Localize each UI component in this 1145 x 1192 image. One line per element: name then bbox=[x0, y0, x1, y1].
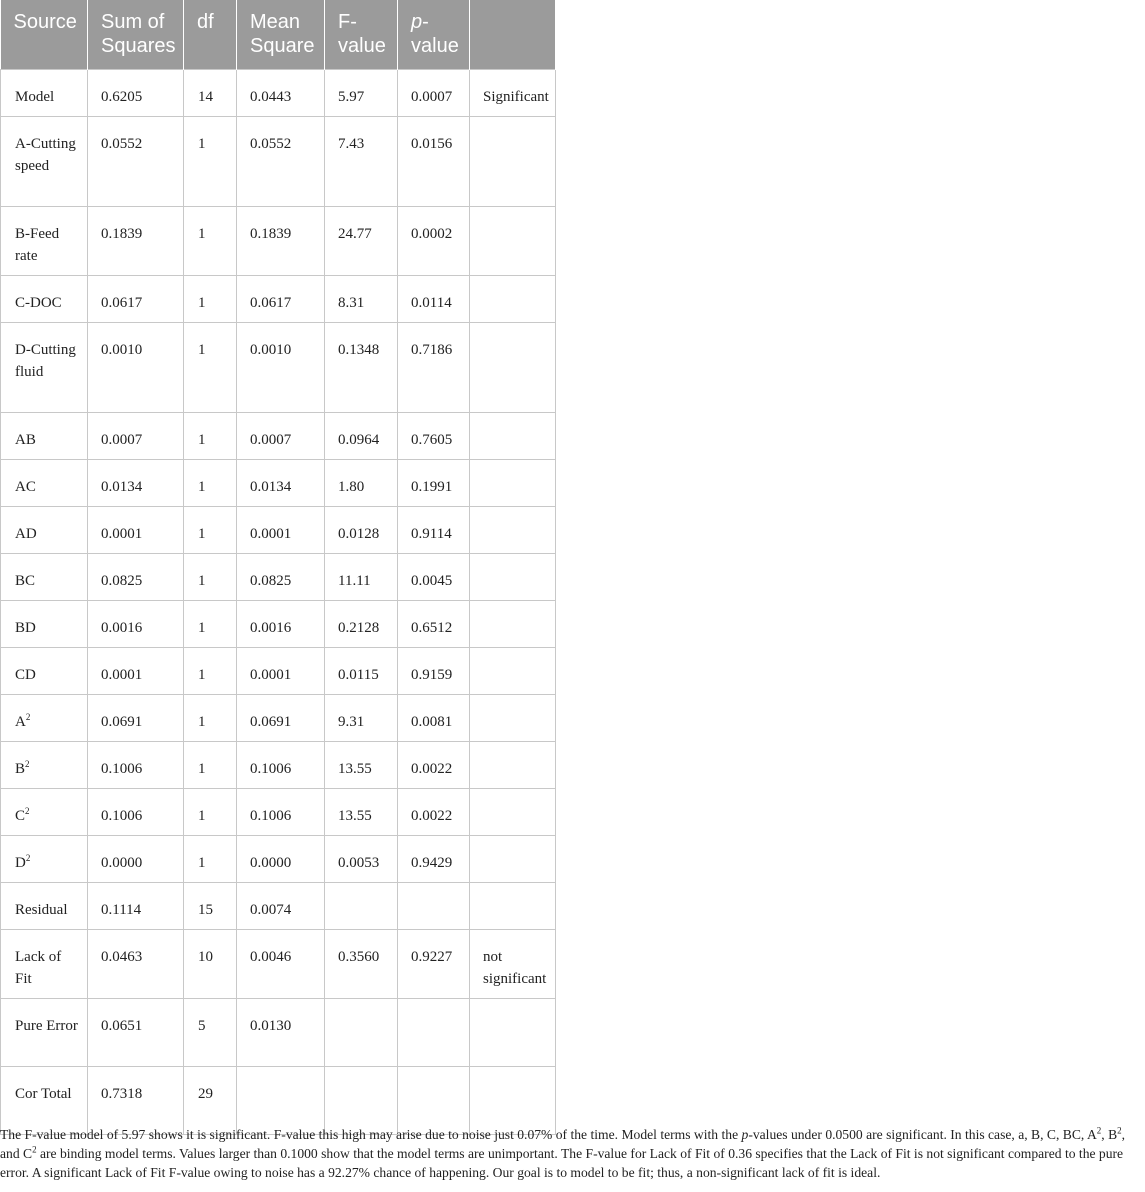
cell-df: 1 bbox=[184, 276, 237, 323]
table-row bbox=[1, 323, 556, 413]
cell-p-value: 0.0022 bbox=[398, 789, 470, 836]
cell-f-value: 9.31 bbox=[325, 695, 398, 742]
source-label: B bbox=[15, 761, 26, 777]
source-label: D bbox=[15, 855, 26, 871]
cell-source bbox=[1, 507, 88, 554]
cell-remark bbox=[470, 601, 556, 648]
cell-f-value: 0.0964 bbox=[325, 413, 398, 460]
cell-mean-square: 0.0552 bbox=[237, 117, 325, 207]
cell-df: 5 bbox=[184, 999, 237, 1067]
header-row bbox=[1, 0, 556, 70]
table-row bbox=[1, 460, 556, 507]
cell-remark bbox=[470, 999, 556, 1067]
cell-mean-square: 0.0000 bbox=[237, 836, 325, 883]
cell-mean-square: 0.0046 bbox=[237, 930, 325, 999]
cell-source bbox=[1, 70, 88, 117]
table-row bbox=[1, 836, 556, 883]
source-superscript: 2 bbox=[25, 759, 30, 769]
cell-p-value: 0.0002 bbox=[398, 207, 470, 276]
cell-p-value: 0.9227 bbox=[398, 930, 470, 999]
table-row bbox=[1, 413, 556, 460]
cell-sum-of-squares: 0.0617 bbox=[88, 276, 184, 323]
cell-sum-of-squares: 0.0007 bbox=[88, 413, 184, 460]
footnote-sup-2: 2 bbox=[1117, 1125, 1122, 1136]
cell-remark bbox=[470, 742, 556, 789]
header-mean-square: Mean Square bbox=[237, 0, 325, 70]
cell-df: 1 bbox=[184, 648, 237, 695]
cell-remark bbox=[470, 695, 556, 742]
cell-f-value: 0.3560 bbox=[325, 930, 398, 999]
header-p-value bbox=[398, 0, 470, 70]
cell-remark bbox=[470, 836, 556, 883]
header-source: Source bbox=[1, 0, 88, 70]
header-p-suffix: -value bbox=[411, 11, 459, 57]
table-body bbox=[1, 70, 556, 1135]
cell-df: 1 bbox=[184, 789, 237, 836]
cell-p-value bbox=[398, 883, 470, 930]
cell-sum-of-squares: 0.0010 bbox=[88, 323, 184, 413]
cell-f-value bbox=[325, 883, 398, 930]
cell-sum-of-squares: 0.0691 bbox=[88, 695, 184, 742]
cell-source bbox=[1, 789, 88, 836]
table-row bbox=[1, 554, 556, 601]
cell-remark: Significant bbox=[470, 70, 556, 117]
cell-remark bbox=[470, 648, 556, 695]
cell-p-value: 0.0022 bbox=[398, 742, 470, 789]
header-remark bbox=[470, 0, 556, 70]
cell-df: 1 bbox=[184, 323, 237, 413]
cell-f-value bbox=[325, 999, 398, 1067]
source-superscript: 2 bbox=[25, 853, 31, 863]
source-label: AD bbox=[15, 526, 37, 542]
cell-f-value: 0.0053 bbox=[325, 836, 398, 883]
cell-source bbox=[1, 999, 88, 1067]
source-label: Residual bbox=[15, 902, 68, 918]
cell-source bbox=[1, 883, 88, 930]
cell-df: 1 bbox=[184, 695, 237, 742]
cell-p-value: 0.7186 bbox=[398, 323, 470, 413]
cell-f-value: 11.11 bbox=[325, 554, 398, 601]
source-label: AC bbox=[15, 479, 36, 495]
footnote-sup-1: 2 bbox=[1096, 1125, 1102, 1136]
footnote-part-4: , and C bbox=[0, 1127, 1126, 1161]
cell-source bbox=[1, 836, 88, 883]
cell-sum-of-squares: 0.0000 bbox=[88, 836, 184, 883]
cell-f-value: 0.0115 bbox=[325, 648, 398, 695]
cell-mean-square: 0.0134 bbox=[237, 460, 325, 507]
cell-source bbox=[1, 930, 88, 999]
cell-sum-of-squares: 0.0001 bbox=[88, 507, 184, 554]
footnote-part-3: , B bbox=[1101, 1127, 1118, 1142]
source-label: Lack of Fit bbox=[15, 949, 62, 987]
table-row bbox=[1, 601, 556, 648]
cell-p-value: 0.6512 bbox=[398, 601, 470, 648]
cell-remark bbox=[470, 276, 556, 323]
table-row bbox=[1, 695, 556, 742]
footnote-p-italic: p bbox=[741, 1127, 749, 1142]
cell-mean-square: 0.1839 bbox=[237, 207, 325, 276]
cell-f-value: 7.43 bbox=[325, 117, 398, 207]
cell-source bbox=[1, 554, 88, 601]
cell-p-value: 0.0156 bbox=[398, 117, 470, 207]
source-label: Cor Total bbox=[15, 1086, 72, 1102]
cell-p-value: 0.0007 bbox=[398, 70, 470, 117]
table-footnote bbox=[0, 1125, 1145, 1182]
cell-mean-square: 0.0443 bbox=[237, 70, 325, 117]
cell-mean-square: 0.0001 bbox=[237, 648, 325, 695]
cell-df: 29 bbox=[184, 1067, 237, 1135]
cell-f-value: 1.80 bbox=[325, 460, 398, 507]
cell-df: 1 bbox=[184, 117, 237, 207]
cell-mean-square: 0.0825 bbox=[237, 554, 325, 601]
header-sum-of-squares: Sum of Squares bbox=[88, 0, 184, 70]
source-label: Model bbox=[15, 89, 55, 105]
cell-mean-square: 0.0074 bbox=[237, 883, 325, 930]
cell-remark bbox=[470, 460, 556, 507]
cell-df: 1 bbox=[184, 836, 237, 883]
cell-f-value: 13.55 bbox=[325, 742, 398, 789]
footnote-part-2: -values under 0.0500 are significant. In this case, a, B, C, BC, A bbox=[748, 1127, 1097, 1142]
cell-remark bbox=[470, 413, 556, 460]
cell-p-value bbox=[398, 999, 470, 1067]
table-row bbox=[1, 276, 556, 323]
cell-remark bbox=[470, 789, 556, 836]
table-row bbox=[1, 742, 556, 789]
cell-f-value: 0.1348 bbox=[325, 323, 398, 413]
table-row bbox=[1, 648, 556, 695]
cell-f-value: 0.0128 bbox=[325, 507, 398, 554]
cell-source bbox=[1, 648, 88, 695]
cell-mean-square: 0.1006 bbox=[237, 742, 325, 789]
cell-sum-of-squares: 0.7318 bbox=[88, 1067, 184, 1135]
cell-remark: not significant bbox=[470, 930, 556, 999]
cell-source bbox=[1, 742, 88, 789]
source-label: B-Feed rate bbox=[15, 226, 60, 264]
cell-source bbox=[1, 117, 88, 207]
source-label: BD bbox=[15, 620, 36, 636]
cell-sum-of-squares: 0.0651 bbox=[88, 999, 184, 1067]
table-row bbox=[1, 70, 556, 117]
table-row bbox=[1, 507, 556, 554]
cell-p-value: 0.7605 bbox=[398, 413, 470, 460]
cell-sum-of-squares: 0.1839 bbox=[88, 207, 184, 276]
cell-remark bbox=[470, 507, 556, 554]
cell-mean-square: 0.0001 bbox=[237, 507, 325, 554]
cell-remark bbox=[470, 554, 556, 601]
table-row bbox=[1, 117, 556, 207]
cell-df: 10 bbox=[184, 930, 237, 999]
cell-source bbox=[1, 413, 88, 460]
header-df: df bbox=[184, 0, 237, 70]
cell-sum-of-squares: 0.1006 bbox=[88, 789, 184, 836]
source-label: Pure Error bbox=[15, 1018, 78, 1034]
source-superscript: 2 bbox=[25, 712, 31, 722]
footnote-part-5: are binding model terms. Values larger than 0.1000 show that the model terms are unimportant. The F-value for Lack of Fit of 0.36 specifies that the Lack of Fit is not significant compared to the pure error. A significant Lack of Fit F-value owing to noise has a 92.27% chance of happening. Our goal is to model to be fit; thus, a non-significant lack of fit is ideal. bbox=[0, 1146, 1124, 1180]
table-row bbox=[1, 789, 556, 836]
cell-f-value: 0.2128 bbox=[325, 601, 398, 648]
cell-df: 14 bbox=[184, 70, 237, 117]
header-p-italic: p bbox=[411, 11, 423, 33]
source-label: C-DOC bbox=[15, 295, 62, 311]
cell-p-value: 0.0114 bbox=[398, 276, 470, 323]
source-label: AB bbox=[15, 432, 36, 448]
cell-df: 1 bbox=[184, 742, 237, 789]
cell-df: 15 bbox=[184, 883, 237, 930]
cell-mean-square: 0.1006 bbox=[237, 789, 325, 836]
cell-p-value: 0.0045 bbox=[398, 554, 470, 601]
anova-table bbox=[0, 0, 556, 1135]
cell-f-value: 24.77 bbox=[325, 207, 398, 276]
source-label: A-Cutting speed bbox=[15, 136, 76, 174]
table-row bbox=[1, 999, 556, 1067]
cell-mean-square: 0.0010 bbox=[237, 323, 325, 413]
cell-source bbox=[1, 460, 88, 507]
cell-source bbox=[1, 695, 88, 742]
cell-sum-of-squares: 0.0825 bbox=[88, 554, 184, 601]
source-label: CD bbox=[15, 667, 36, 683]
cell-mean-square: 0.0691 bbox=[237, 695, 325, 742]
cell-mean-square: 0.0016 bbox=[237, 601, 325, 648]
cell-mean-square: 0.0617 bbox=[237, 276, 325, 323]
source-label: BC bbox=[15, 573, 36, 589]
cell-mean-square: 0.0130 bbox=[237, 999, 325, 1067]
cell-p-value: 0.9159 bbox=[398, 648, 470, 695]
cell-df: 1 bbox=[184, 413, 237, 460]
cell-sum-of-squares: 0.0001 bbox=[88, 648, 184, 695]
source-label: C bbox=[15, 808, 26, 824]
cell-p-value: 0.9114 bbox=[398, 507, 470, 554]
cell-df: 1 bbox=[184, 507, 237, 554]
cell-sum-of-squares: 0.1114 bbox=[88, 883, 184, 930]
cell-sum-of-squares: 0.1006 bbox=[88, 742, 184, 789]
cell-remark bbox=[470, 117, 556, 207]
cell-df: 1 bbox=[184, 554, 237, 601]
footnote-part-1: The F-value model of 5.97 shows it is significant. F-value this high may arise due to noise just 0.07% of the time. Model terms with the bbox=[0, 1127, 742, 1142]
cell-sum-of-squares: 0.0134 bbox=[88, 460, 184, 507]
cell-df: 1 bbox=[184, 460, 237, 507]
cell-f-value: 5.97 bbox=[325, 70, 398, 117]
cell-p-value: 0.9429 bbox=[398, 836, 470, 883]
cell-remark bbox=[470, 323, 556, 413]
cell-f-value: 8.31 bbox=[325, 276, 398, 323]
cell-sum-of-squares: 0.0463 bbox=[88, 930, 184, 999]
cell-p-value: 0.0081 bbox=[398, 695, 470, 742]
cell-remark bbox=[470, 207, 556, 276]
cell-sum-of-squares: 0.6205 bbox=[88, 70, 184, 117]
header-f-value: F-value bbox=[325, 0, 398, 70]
cell-source bbox=[1, 207, 88, 276]
source-label: D-Cutting fluid bbox=[15, 342, 76, 380]
cell-source bbox=[1, 323, 88, 413]
cell-f-value: 13.55 bbox=[325, 789, 398, 836]
table-row bbox=[1, 883, 556, 930]
source-label: A bbox=[15, 714, 26, 730]
footnote-sup-3: 2 bbox=[32, 1144, 37, 1155]
cell-sum-of-squares: 0.0552 bbox=[88, 117, 184, 207]
table-row bbox=[1, 207, 556, 276]
cell-mean-square: 0.0007 bbox=[237, 413, 325, 460]
cell-remark bbox=[470, 883, 556, 930]
table-row bbox=[1, 930, 556, 999]
cell-df: 1 bbox=[184, 207, 237, 276]
cell-p-value: 0.1991 bbox=[398, 460, 470, 507]
cell-sum-of-squares: 0.0016 bbox=[88, 601, 184, 648]
cell-df: 1 bbox=[184, 601, 237, 648]
source-superscript: 2 bbox=[25, 806, 30, 816]
cell-source bbox=[1, 276, 88, 323]
cell-source bbox=[1, 601, 88, 648]
